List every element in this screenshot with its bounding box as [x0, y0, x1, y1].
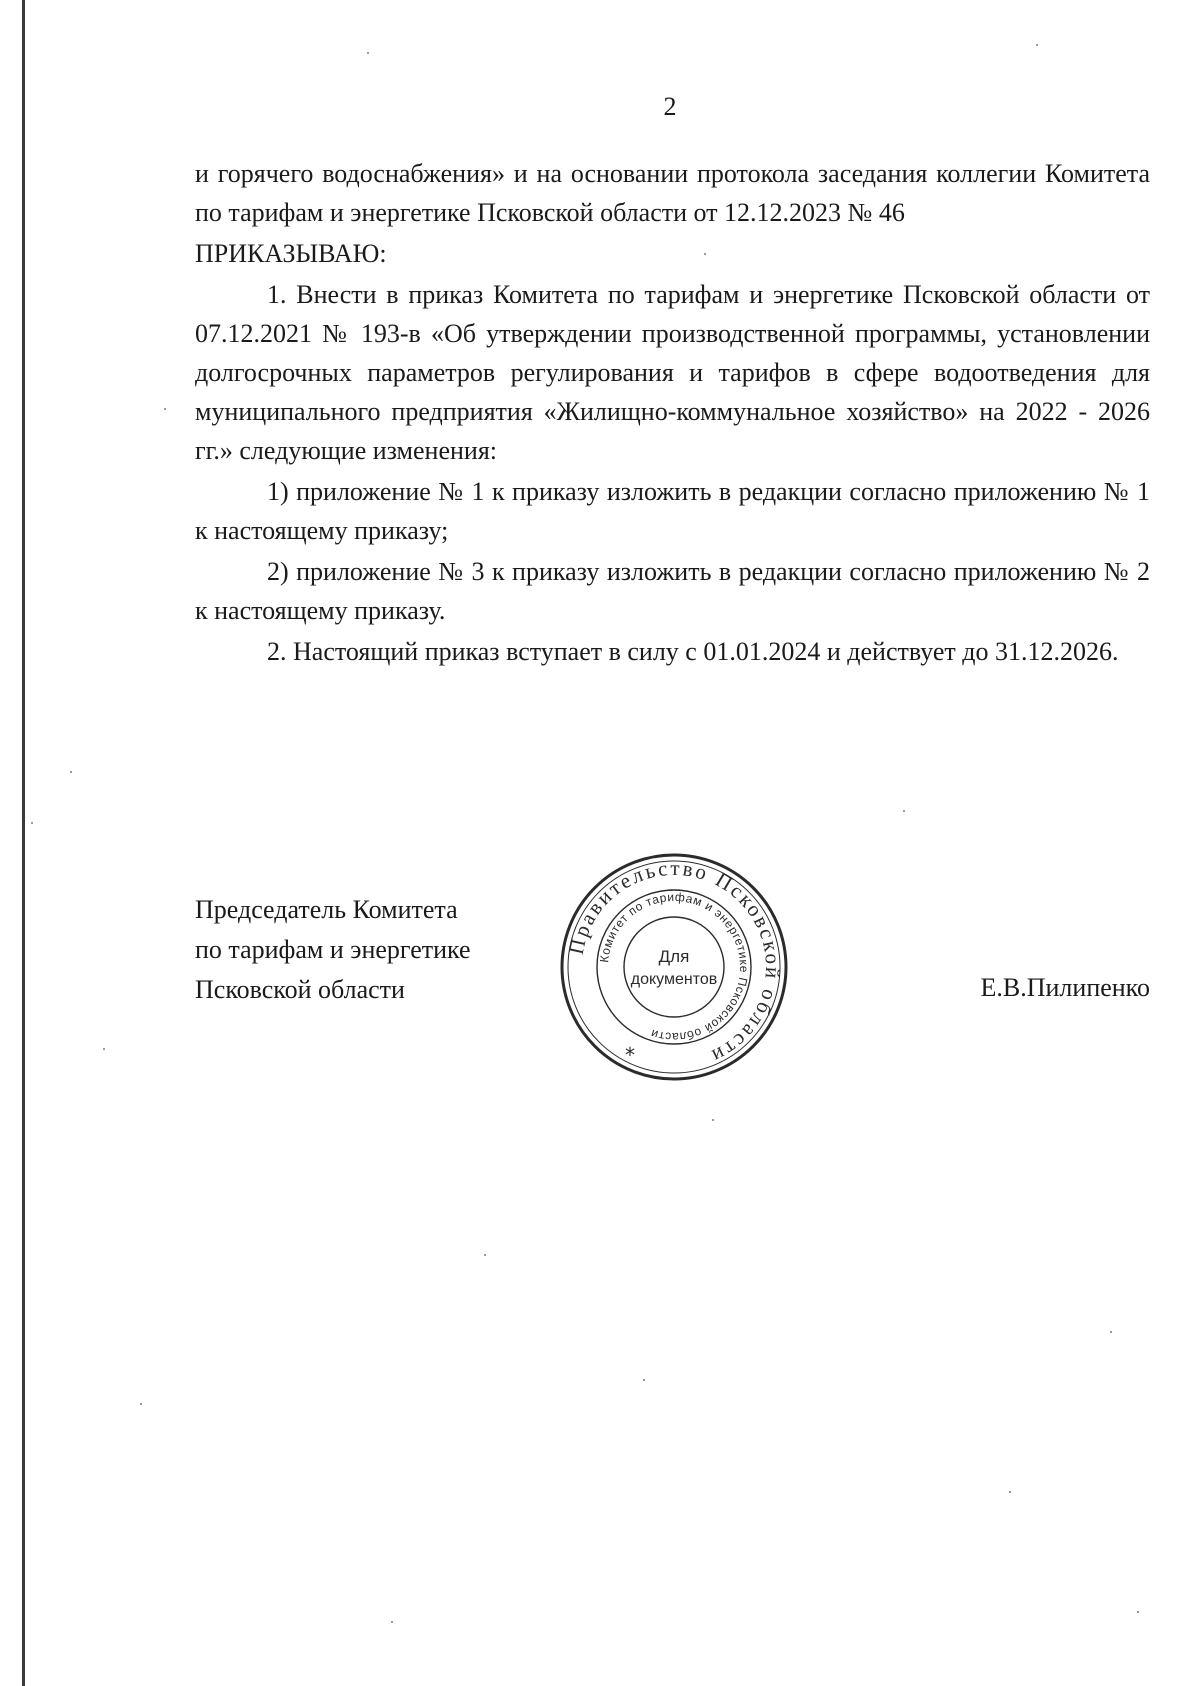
scan-speck [1137, 1611, 1139, 1613]
scan-speck [643, 1379, 645, 1381]
seal-inner-text [597, 890, 751, 1044]
seal-outer-text-path: Правительство Псковской области [563, 855, 786, 1070]
binding-edge-line [22, 0, 25, 1686]
scan-speck [704, 253, 706, 255]
scan-speck [1036, 44, 1038, 46]
clause-2-paragraph: 2. Настоящий приказ вступает в силу с 01.01.2024 и действует до 31.12.2026. [267, 637, 1119, 666]
signatory-title-line: по тарифам и энергетике [195, 935, 471, 964]
scan-speck [367, 52, 369, 54]
order-body [195, 154, 1150, 673]
official-seal-stamp [555, 848, 793, 1086]
scan-speck [70, 771, 72, 773]
seal-star: * [625, 1043, 635, 1067]
signer-name: Е.В.Пилипенко [980, 973, 1150, 1002]
clause-1-paragraph: 1. Внести в приказ Комитета по тарифам и энергетике Псковской области от 07.12.2021 № 193-в «Об утверждении производственной программы, установлении долгосрочных параметров регулирования и тарифов в сфере водоотведения для муниципального предприятия «Жилищно-коммунальное хозяйство» на 2022 - 2026 гг.» следующие изменения: [195, 280, 1150, 465]
scan-speck [391, 1621, 393, 1623]
signatory-title [195, 890, 525, 1010]
page-number: 2 [663, 92, 677, 121]
subclause-1-paragraph: 1) приложение № 1 к приказу изложить в редакции согласно приложению № 1 к настоящему приказу; [195, 477, 1150, 545]
signatory-title-line: Псковской области [195, 975, 405, 1004]
scan-speck [164, 408, 166, 410]
seal-inner-text-path: Комитет по тарифам и энергетике Псковской области [597, 889, 752, 1045]
scan-speck [712, 1119, 714, 1121]
scan-speck [484, 1254, 486, 1256]
scan-speck [31, 822, 33, 824]
scan-speck [1110, 1331, 1112, 1333]
scan-speck [103, 1048, 105, 1050]
order-keyword: ПРИКАЗЫВАЮ: [195, 239, 387, 268]
seal-center-line-2: документов [630, 971, 718, 988]
subclause-2-paragraph: 2) приложение № 3 к приказу изложить в редакции согласно приложению № 2 к настоящему приказу. [195, 557, 1150, 625]
seal-center-line-1: Для [658, 947, 690, 966]
scan-speck [140, 1403, 142, 1405]
scan-speck [1009, 1491, 1011, 1493]
signatory-title-line: Председатель Комитета [195, 895, 458, 924]
preamble-paragraph: и горячего водоснабжения» и на основании протокола заседания коллегии Комитета по тарифам и энергетике Псковской области от 12.12.2023 № 46 [195, 159, 1150, 227]
scan-speck [903, 810, 905, 812]
